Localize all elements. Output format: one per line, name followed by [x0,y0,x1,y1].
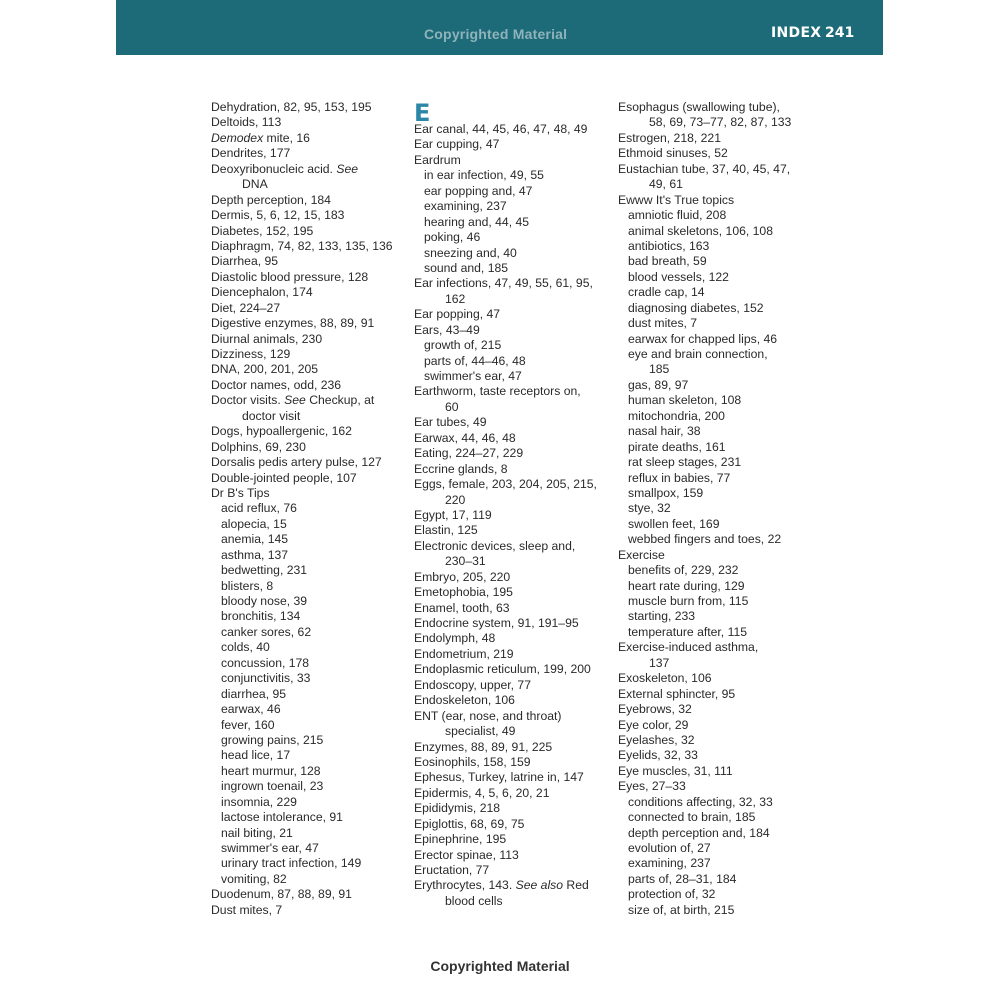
index-entry: Eye color, 29 [618,717,689,732]
index-entry-continuation: 58, 69, 73–77, 82, 87, 133 [649,115,792,130]
index-entry: Esophagus (swallowing tube), [618,100,780,114]
index-entry: Dolphins, 69, 230 [211,439,306,454]
index-subentry: parts of, 28–31, 184 [628,871,737,886]
index-entry: Eosinophils, 158, 159 [414,754,531,769]
index-entry: Embryo, 205, 220 [414,569,511,584]
index-entry: Diurnal animals, 230 [211,331,323,346]
page-number: 241 [825,25,855,41]
index-entry: Emetophobia, 195 [414,585,513,600]
index-subentry: blisters, 8 [221,578,274,593]
index-subentry: conditions affecting, 32, 33 [628,794,773,809]
index-subentry: depth perception and, 184 [628,825,770,840]
index-entry-continuation: doctor visit [242,408,301,423]
index-entry: Enzymes, 88, 89, 91, 225 [414,739,553,754]
index-subentry: sneezing and, 40 [424,245,517,260]
index-subentry: size of, at birth, 215 [628,902,735,917]
index-subentry: growth of, 215 [424,338,502,353]
index-subentry: amniotic fluid, 208 [628,208,727,223]
index-subentry: evolution of, 27 [628,841,711,855]
index-entry: Ewww It's True topics [618,192,735,207]
index-entry: Diarrhea, 95 [211,254,279,269]
index-entry: Eyelids, 32, 33 [618,748,698,763]
index-entry: Endoskeleton, 106 [414,693,515,708]
index-entry: Doctor names, odd, 236 [211,377,342,392]
index-entry: Eggs, female, 203, 204, 205, 215, [414,477,597,492]
index-entry: Earwax, 44, 46, 48 [414,430,516,445]
index-entry: Diencephalon, 174 [211,285,313,300]
index-entry: Ear infections, 47, 49, 55, 61, 95, [414,276,593,291]
index-entry-continuation: 185 [649,362,670,377]
index-entry: Eccrine glands, 8 [414,461,508,476]
index-entry-continuation: 60 [445,399,459,414]
index-entry: Ear canal, 44, 45, 46, 47, 48, 49 [414,122,588,136]
index-entry: Diastolic blood pressure, 128 [211,269,369,284]
index-entry: Endocrine system, 91, 191–95 [414,616,579,630]
index-subentry: nail biting, 21 [221,825,293,840]
index-entry: Eye muscles, 31, 111 [618,763,733,778]
index-subentry: conjunctivitis, 33 [221,671,311,686]
index-subentry: bronchitis, 134 [221,609,301,624]
index-subentry: protection of, 32 [628,887,716,902]
index-entry: Ears, 43–49 [414,322,480,337]
copyright-footer: Copyrighted Material [430,958,570,974]
index-subentry: heart murmur, 128 [221,763,321,778]
index-entry: Epinephrine, 195 [414,832,507,847]
index-subentry: dust mites, 7 [628,316,698,331]
index-entry-continuation: DNA [242,177,268,192]
index-subentry: bedwetting, 231 [221,563,308,578]
index-subentry: examining, 237 [424,199,507,214]
index-subentry: asthma, 137 [221,547,289,562]
index-entry: Endoplasmic reticulum, 199, 200 [414,662,591,677]
index-entry: Dust mites, 7 [211,902,283,917]
index-subentry: mitochondria, 200 [628,408,725,423]
index-entry: DNA, 200, 201, 205 [211,362,319,377]
index-subentry: growing pains, 215 [221,732,324,747]
index-entry: Demodex mite, 16 [211,130,310,145]
index-entry-continuation: blood cells [445,893,503,908]
index-subentry: head lice, 17 [221,748,291,763]
index-entry: Doctor visits. See Checkup, at [211,393,375,408]
page-header-bar [116,0,883,55]
index-entry-continuation: 220 [445,492,466,507]
index-entry: Duodenum, 87, 88, 89, 91 [211,887,352,902]
index-subentry: lactose intolerance, 91 [221,810,343,825]
index-subentry: acid reflux, 76 [221,501,297,516]
section-letter-heading: E [414,99,431,127]
index-column-1 [211,100,406,918]
index-subentry: sound and, 185 [424,260,509,275]
index-subentry: swimmer's ear, 47 [221,841,319,855]
index-subentry: bad breath, 59 [628,254,707,269]
index-subentry: starting, 233 [628,609,696,624]
index-entry: Dehydration, 82, 95, 153, 195 [211,100,372,114]
index-subentry: animal skeletons, 106, 108 [628,223,773,238]
index-entry: Ear popping, 47 [414,307,501,322]
index-entry: Deoxyribonucleic acid. See [211,161,359,176]
index-entry: Dr B's Tips [211,485,270,500]
index-entry: Exercise-induced asthma, [618,640,759,655]
index-entry: Eructation, 77 [414,863,490,877]
index-entry: Endoscopy, upper, 77 [414,677,531,692]
index-column-3 [618,100,818,918]
index-subentry: concussion, 178 [221,655,310,670]
index-subentry: ingrown toenail, 23 [221,779,324,794]
index-entry: Erector spinae, 113 [414,847,519,862]
index-subentry: vomiting, 82 [221,871,287,886]
index-entry: Diabetes, 152, 195 [211,223,314,238]
index-subentry: alopecia, 15 [221,516,287,531]
index-entry: Eyebrows, 32 [618,702,692,717]
index-subentry: human skeleton, 108 [628,393,742,408]
index-subentry: diarrhea, 95 [221,686,287,701]
index-entry: Erythrocytes, 143. See also Red [414,878,589,893]
index-entry: Egypt, 17, 119 [414,507,492,522]
index-entry: Deltoids, 113 [211,115,282,130]
index-entry-continuation: 162 [445,291,466,306]
index-subentry: rat sleep stages, 231 [628,455,742,470]
index-entry: Dermis, 5, 6, 12, 15, 183 [211,208,345,223]
index-subentry: antibiotics, 163 [628,238,710,253]
index-entry: Diaphragm, 74, 82, 133, 135, 136 [211,238,393,253]
index-subentry: bloody nose, 39 [221,594,308,608]
index-entry: Dogs, hypoallergenic, 162 [211,424,352,439]
index-subentry: parts of, 44–46, 48 [424,353,526,368]
index-subentry: insomnia, 229 [221,794,297,809]
index-entry: Epididymis, 218 [414,801,501,816]
index-subentry: swimmer's ear, 47 [424,369,522,383]
index-entry: Dorsalis pedis artery pulse, 127 [211,455,382,470]
index-entry-continuation: 137 [649,655,670,670]
index-column-2 [414,100,609,909]
index-subentry: ear popping and, 47 [424,183,533,198]
index-entry: External sphincter, 95 [618,686,736,701]
index-entry-continuation: specialist, 49 [445,724,516,739]
index-subentry: connected to brain, 185 [628,810,756,825]
index-entry: Eardrum [414,152,461,167]
index-entry: Dendrites, 177 [211,146,291,161]
index-subentry: temperature after, 115 [628,624,748,639]
index-entry: Exercise [618,547,665,562]
index-entry: Ear cupping, 47 [414,137,500,152]
index-subentry: gas, 89, 97 [628,377,689,392]
index-entry: Epiglottis, 68, 69, 75 [414,816,525,831]
index-entry: Estrogen, 218, 221 [618,130,721,145]
index-entry: Eyes, 27–33 [618,779,686,794]
section-title: INDEX [771,25,822,41]
index-subentry: canker sores, 62 [221,624,312,639]
index-subentry: diagnosing diabetes, 152 [628,300,764,315]
copyright-watermark: Copyrighted Material [424,26,568,42]
index-entry: Ethmoid sinuses, 52 [618,146,728,161]
index-entry: Digestive enzymes, 88, 89, 91 [211,316,375,331]
index-subentry: anemia, 145 [221,532,289,547]
index-entry: Elastin, 125 [414,523,478,538]
index-entry: Endolymph, 48 [414,631,496,646]
index-entry: Enamel, tooth, 63 [414,600,510,615]
index-entry: Exoskeleton, 106 [618,671,712,686]
index-entry: Dizziness, 129 [211,347,291,361]
index-entry: Diet, 224–27 [211,300,281,315]
index-entry: Eustachian tube, 37, 40, 45, 47, [618,161,791,176]
index-subentry: webbed fingers and toes, 22 [628,532,782,547]
index-subentry: heart rate during, 129 [628,578,745,593]
index-entry: Double-jointed people, 107 [211,470,357,485]
index-subentry: urinary tract infection, 149 [221,856,362,871]
index-subentry: colds, 40 [221,640,270,655]
index-subentry: benefits of, 229, 232 [628,563,739,578]
index-entry: Eyelashes, 32 [618,732,695,747]
index-entry: Eating, 224–27, 229 [414,446,524,461]
index-entry-continuation: 230–31 [445,554,486,569]
index-subentry: reflux in babies, 77 [628,470,731,485]
index-entry: Epidermis, 4, 5, 6, 20, 21 [414,785,550,800]
index-subentry: earwax for chapped lips, 46 [628,331,778,346]
index-subentry: pirate deaths, 161 [628,439,726,454]
index-entry: Ear tubes, 49 [414,415,487,430]
index-subentry: hearing and, 44, 45 [424,214,530,229]
index-entry-continuation: 49, 61 [649,177,683,192]
index-subentry: blood vessels, 122 [628,269,729,284]
index-subentry: nasal hair, 38 [628,424,701,439]
index-subentry: in ear infection, 49, 55 [424,168,544,183]
index-entry: Depth perception, 184 [211,192,331,207]
index-entry: Earthworm, taste receptors on, [414,384,581,399]
index-subentry: examining, 237 [628,856,711,871]
index-subentry: poking, 46 [424,230,481,245]
index-subentry: swollen feet, 169 [628,516,720,531]
index-subentry: cradle cap, 14 [628,285,705,300]
index-subentry: eye and brain connection, [628,347,768,361]
index-subentry: earwax, 46 [221,702,281,717]
index-entry: Endometrium, 219 [414,646,514,661]
index-subentry: fever, 160 [221,717,275,732]
index-subentry: smallpox, 159 [628,485,704,500]
index-entry: ENT (ear, nose, and throat) [414,708,562,723]
index-entry: Ephesus, Turkey, latrine in, 147 [414,770,584,785]
index-subentry: muscle burn from, 115 [628,594,749,608]
index-subentry: stye, 32 [628,501,671,516]
index-entry: Electronic devices, sleep and, [414,538,576,553]
